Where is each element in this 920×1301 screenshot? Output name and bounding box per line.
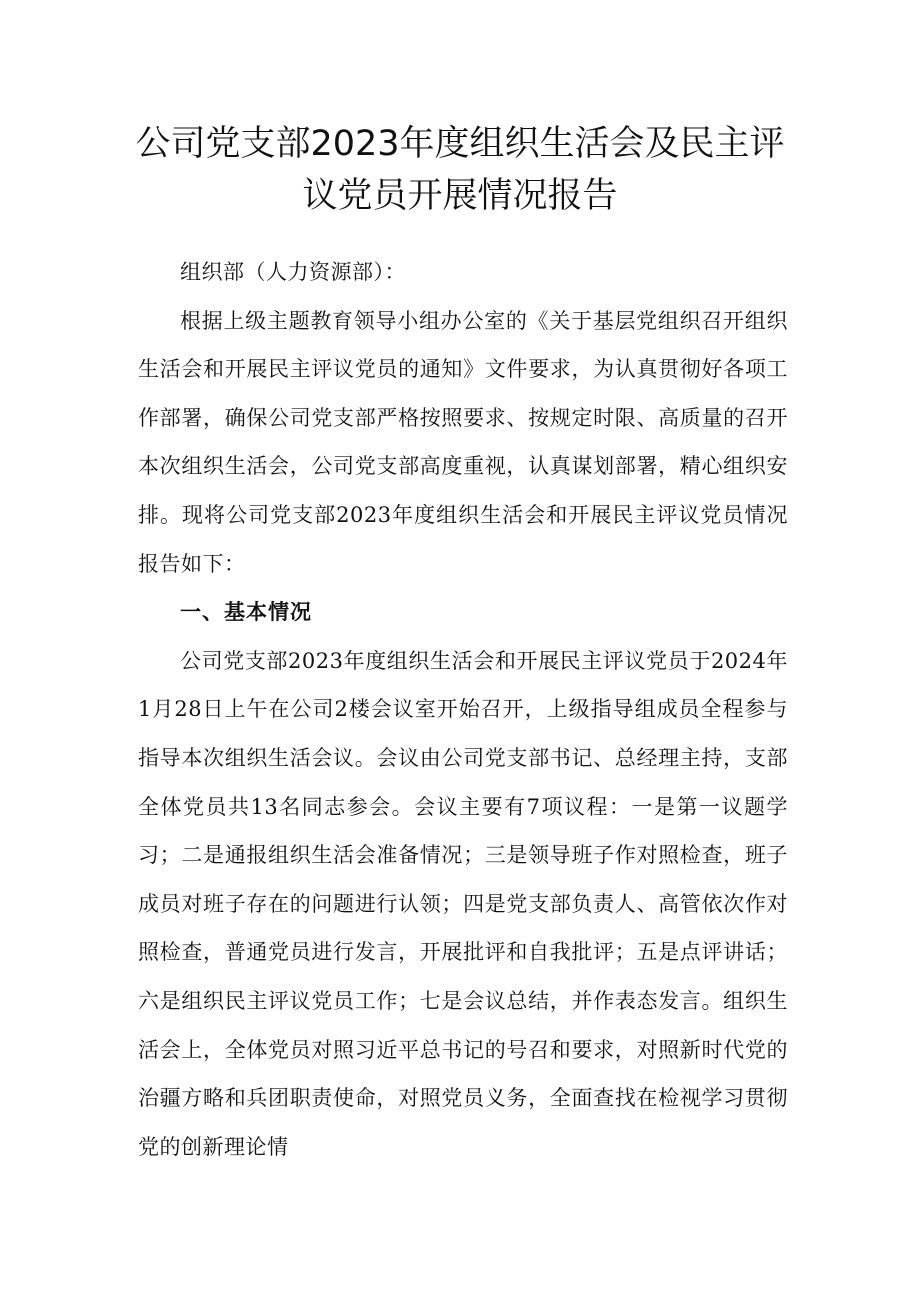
title-line-1: 公司党支部2023年度组织生活会及民主评 bbox=[135, 124, 785, 164]
title-line-2: 议党员开展情况报告 bbox=[302, 176, 618, 216]
section-paragraph-basic-situation: 公司党支部2023年度组织生活会和开展民主评议党员于2024年1月28日上午在公司2楼会议室开始召开，上级指导组成员全程参与指导本次组织生活会议。会议由公司党支部书记、总经理主持，支部全体党员共13名同志参会。会议主要有7项议程：一是第一议题学习；二是通报组织生活会准备情况；三是领导班子作对照检查，班子成员对班子存在的问题进行认领；四是党支部负责人、高管依次作对照检查，普通党员进行发言，开展批评和自我批评；五是点评讲话；六是组织民主评议党员工作；七是会议总结，并作表态发言。组织生活会上，全体党员对照习近平总书记的号召和要求，对照新时代党的治疆方略和兵团职责使命，对照党员义务，全面查找在检视学习贯彻党的创新理论情 bbox=[138, 648, 788, 1159]
document-body bbox=[138, 248, 788, 1171]
addressee: 组织部（人力资源部）： bbox=[180, 260, 406, 284]
section-heading-basic-situation: 一、基本情况 bbox=[180, 600, 312, 625]
document-title bbox=[120, 118, 800, 222]
intro-paragraph: 根据上级主题教育领导小组办公室的《关于基层党组织召开组织生活会和开展民主评议党员的通知》文件要求，为认真贯彻好各项工作部署，确保公司党支部严格按照要求、按规定时限、高质量的召开本次组织生活会，公司党支部高度重视，认真谋划部署，精心组织安排。现将公司党支部2023年度组织生活会和开展民主评议党员情况报告如下： bbox=[138, 308, 788, 576]
